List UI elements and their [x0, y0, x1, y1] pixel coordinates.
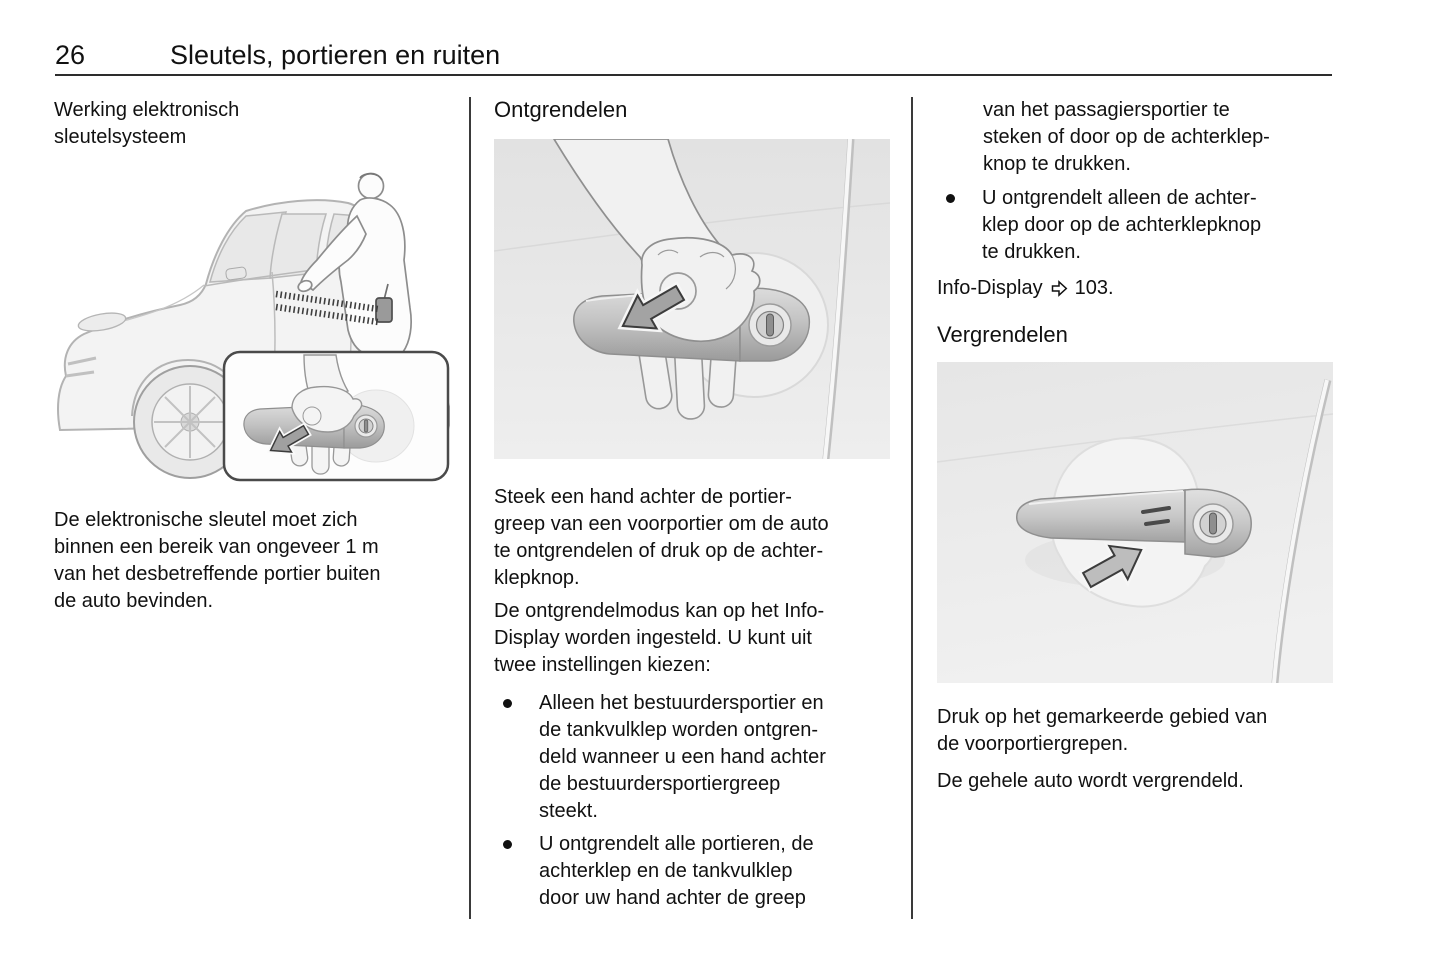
- text-line: knop te drukken.: [983, 153, 1131, 175]
- bullet-item: [494, 831, 892, 912]
- column-right: [937, 97, 1335, 795]
- bullet-dot: [503, 840, 512, 849]
- bullet-item: [494, 690, 892, 825]
- paragraph: [494, 484, 892, 592]
- text-line: deld wanneer u een hand achter: [539, 746, 826, 768]
- column-separator-2: [911, 97, 913, 919]
- page-reference-number: 103.: [1074, 277, 1114, 299]
- bullet-item: [937, 185, 1335, 266]
- page-number: 26: [55, 40, 86, 70]
- chapter-title: Sleutels, portieren en ruiten: [170, 40, 501, 70]
- page-reference-label: Info-Display: [937, 277, 1043, 299]
- text-line: Steek een hand achter de portier-: [494, 486, 792, 508]
- paragraph: [494, 598, 892, 679]
- bullet-continuation: [937, 97, 1335, 178]
- text-line: de voorportiergrepen.: [937, 733, 1129, 755]
- paragraph: [54, 507, 452, 615]
- page-reference: [937, 275, 1335, 302]
- text-line: twee instellingen kiezen:: [494, 654, 711, 676]
- text-line: De elektronische sleutel moet zich: [54, 509, 358, 531]
- text-line: door uw hand achter de greep: [539, 887, 806, 909]
- text-line: U ontgrendelt alle portieren, de: [539, 833, 814, 855]
- heading-line: sleutelsysteem: [54, 126, 187, 148]
- text-line: de auto bevinden.: [54, 590, 214, 612]
- lock-cylinder-icon: [1193, 504, 1233, 544]
- text-line: de tankvulklep worden ontgren-: [539, 719, 819, 741]
- inset-lock-cylinder: [355, 415, 377, 437]
- column-separator-1: [469, 97, 471, 919]
- text-line: De gehele auto wordt vergrendeld.: [937, 770, 1244, 792]
- bullet-dot: [503, 699, 512, 708]
- text-line: van het desbetreffende portier buiten: [54, 563, 381, 585]
- text-line: greep van een voorportier om de auto: [494, 513, 829, 535]
- section-heading: [54, 97, 452, 151]
- text-line: U ontgrendelt alleen de achter-: [982, 187, 1257, 209]
- subsection-heading-lock: Vergrendelen: [937, 322, 1068, 347]
- lock-cylinder-icon: [749, 304, 791, 346]
- text-line: de bestuurdersportiergreep: [539, 773, 781, 795]
- unlock-door-handle-figure: [494, 139, 890, 459]
- text-line: te drukken.: [982, 241, 1081, 263]
- side-mirror: [225, 267, 246, 281]
- person-coat: [339, 198, 411, 354]
- text-line: van het passagiersportier te: [983, 99, 1230, 121]
- text-line: achterklep en de tankvulklep: [539, 860, 793, 882]
- text-line: Druk op het gemarkeerde gebied van: [937, 706, 1268, 728]
- rightwards-open-arrow-icon: [1051, 280, 1068, 297]
- bullet-list: [494, 690, 892, 912]
- text-line: Display worden ingesteld. U kunt uit: [494, 627, 812, 649]
- text-line: steekt.: [539, 800, 598, 822]
- text-line: klepknop.: [494, 567, 580, 589]
- paragraph: [937, 768, 1335, 795]
- text-line: te ontgrendelen of druk op de achter-: [494, 540, 824, 562]
- text-line: binnen een bereik van ongeveer 1 m: [54, 536, 379, 558]
- paragraph: [937, 704, 1335, 758]
- column-left: [54, 97, 452, 615]
- heading-line: Werking elektronisch: [54, 99, 240, 121]
- car-keyless-range-figure: [54, 164, 450, 482]
- bullet-dot: [946, 194, 955, 203]
- text-line: Alleen het bestuurdersportier en: [539, 692, 824, 714]
- subsection-heading-unlock: Ontgrendelen: [494, 97, 628, 122]
- key-fob-in-bag: [376, 298, 392, 322]
- text-line: steken of door op de achterklep-: [983, 126, 1270, 148]
- handle-inset: [224, 352, 448, 480]
- text-line: De ontgrendelmodus kan op het Info-: [494, 600, 825, 622]
- text-line: klep door op de achterklepknop: [982, 214, 1262, 236]
- column-middle: [494, 97, 892, 912]
- lock-door-handle-figure: [937, 362, 1333, 683]
- header-rule: [55, 74, 1332, 76]
